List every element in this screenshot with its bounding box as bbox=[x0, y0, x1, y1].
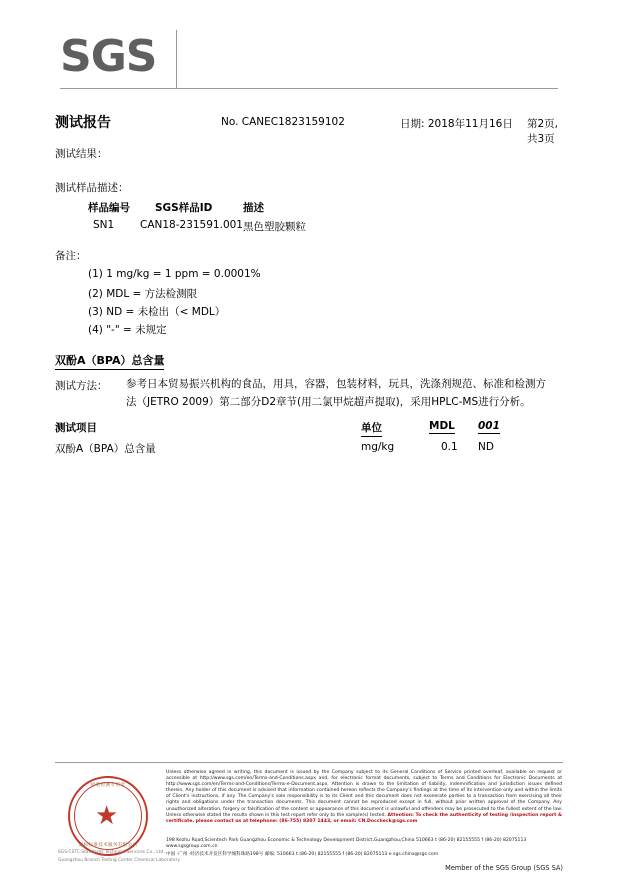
result-table-header-row bbox=[55, 420, 560, 439]
table-row bbox=[55, 439, 560, 457]
remarks-label: 备注： bbox=[55, 250, 87, 262]
result-col-header-item: 测试项目 bbox=[55, 422, 97, 434]
stamp-arc-top-text: 检验检测专用章 bbox=[90, 783, 126, 788]
company-stamp bbox=[58, 772, 180, 864]
result-col-header-mdl: MDL bbox=[429, 420, 455, 432]
sample-cell-desc: 黑色塑胶颗粒 bbox=[243, 221, 306, 233]
result-table bbox=[55, 420, 560, 457]
stamp-arc-bottom-text: 通标标准技术服务有限公司 bbox=[78, 843, 138, 848]
document-number: No. CANEC1823159102 bbox=[221, 116, 345, 128]
stamp-lab-name-en: SGS-CSTC Standards Technical Services Co., Ltd. bbox=[58, 850, 165, 855]
address-line-en: 198 Kezhu Road,Scientech Park Guangzhou Economic & Technology Development District,Guangzhou,China 510663 t (86-20) 82155555 f (86-20) 82075113 www.sgsgroup.com.cn bbox=[166, 838, 527, 850]
test-method-line-2: 法（JETRO 2009）第二部分D2章节(用二氯甲烷超声提取)，采用HPLC-MS进行分析。 bbox=[126, 396, 531, 408]
logo-divider bbox=[176, 30, 177, 88]
result-cell-item: 双酚A（BPA）总含量 bbox=[55, 443, 156, 455]
legal-disclaimer bbox=[166, 770, 562, 825]
result-cell-001: ND bbox=[478, 441, 494, 453]
sample-cell-no: SN1 bbox=[93, 219, 115, 231]
remark-item: (4) "-" = 未规定 bbox=[88, 324, 167, 336]
remark-item: (3) ND = 未检出（< MDL） bbox=[88, 306, 226, 318]
sample-cell-id: CAN18-231591.001 bbox=[140, 219, 243, 231]
result-cell-mdl: 0.1 bbox=[441, 441, 458, 453]
document-date: 日期: 2018年11月16日 bbox=[400, 118, 513, 130]
footer-rule bbox=[55, 762, 563, 763]
results-label: 测试结果： bbox=[55, 148, 108, 160]
sample-col-header-id: SGS样品ID bbox=[155, 202, 213, 214]
page-indicator: 第2页,共3页 bbox=[527, 118, 559, 145]
sample-description-label: 测试样品描述： bbox=[55, 182, 129, 194]
result-cell-unit: mg/kg bbox=[361, 441, 395, 453]
address-line-cn: 中国 ·广州 ·经济技术开发区科学城科珠路198号 邮编: 510663 t (86-20) 82155555 f (86-20) 82075113 e sgs.china@sgs.com bbox=[166, 852, 439, 857]
title-row bbox=[55, 112, 565, 145]
sample-col-header-no: 样品编号 bbox=[88, 202, 130, 214]
result-col-header-unit: 单位 bbox=[361, 420, 382, 437]
sample-col-header-desc: 描述 bbox=[243, 202, 264, 214]
stamp-lab-name-en-2: Guangzhou Branch Testing Center Chemical Laboratory bbox=[58, 858, 180, 863]
sgs-logo bbox=[60, 31, 180, 86]
test-method-line-1: 参考日本贸易振兴机构的食品，用具，容器，包装材料，玩具，洗涤剂规范、标准和检测方 bbox=[126, 378, 546, 390]
section-heading-bpa: 双酚A（BPA）总含量 bbox=[55, 352, 164, 370]
page-title: 测试报告 bbox=[55, 115, 111, 131]
legal-attention-text: Attention: To check the authenticity of testing /inspection report & certificate, please contact us at telephone: (86-755) 8307 1443, or email: CN.Doccheck@sgs.com bbox=[166, 812, 563, 824]
remark-item: (1) 1 mg/kg = 1 ppm = 0.0001% bbox=[88, 268, 261, 280]
result-col-header-001: 001 bbox=[478, 420, 500, 432]
legal-body-text: Unless otherwise agreed in writing, this document is issued by the Company subject to its General Conditions of Service printed overleaf, available on request or accessible at http://www.sgs.com/en/Terms-and-Conditions.aspx and, for electronic format documents, subject to Terms and Conditions for Electronic Documents at http://www.sgs.com/en/Terms-and-Conditions/Terms-e-Document.aspx. Attention is drawn to the limitation of liability, indemnification and jurisdiction issues defined therein. Any holder of this document is advised that information contained hereon reflects the Company's findings at the time of its intervention only and within the limits of Client's instructions, if any. The Company's sole responsibility is to its Client and this document does not exonerate parties to a transaction from exercising all their rights and obligations under the transaction documents. This document cannot be reproduced except in full, without prior written approval of the Company. Any unauthorized alteration, forgery or falsification of the content or appearance of this document is unlawful and offenders may be prosecuted to the fullest extent of the law. Unless otherwise stated the results shown in this test report refer only to the sample(s) tested. bbox=[166, 770, 562, 818]
member-statement: Member of the SGS Group (SGS SA) bbox=[445, 864, 563, 872]
star-icon: ★ bbox=[95, 801, 119, 831]
header-rule bbox=[60, 88, 558, 89]
test-method-label: 测试方法： bbox=[55, 380, 108, 392]
remark-item: (2) MDL = 方法检测限 bbox=[88, 288, 198, 300]
sgs-logo-text: SGS bbox=[60, 31, 157, 82]
